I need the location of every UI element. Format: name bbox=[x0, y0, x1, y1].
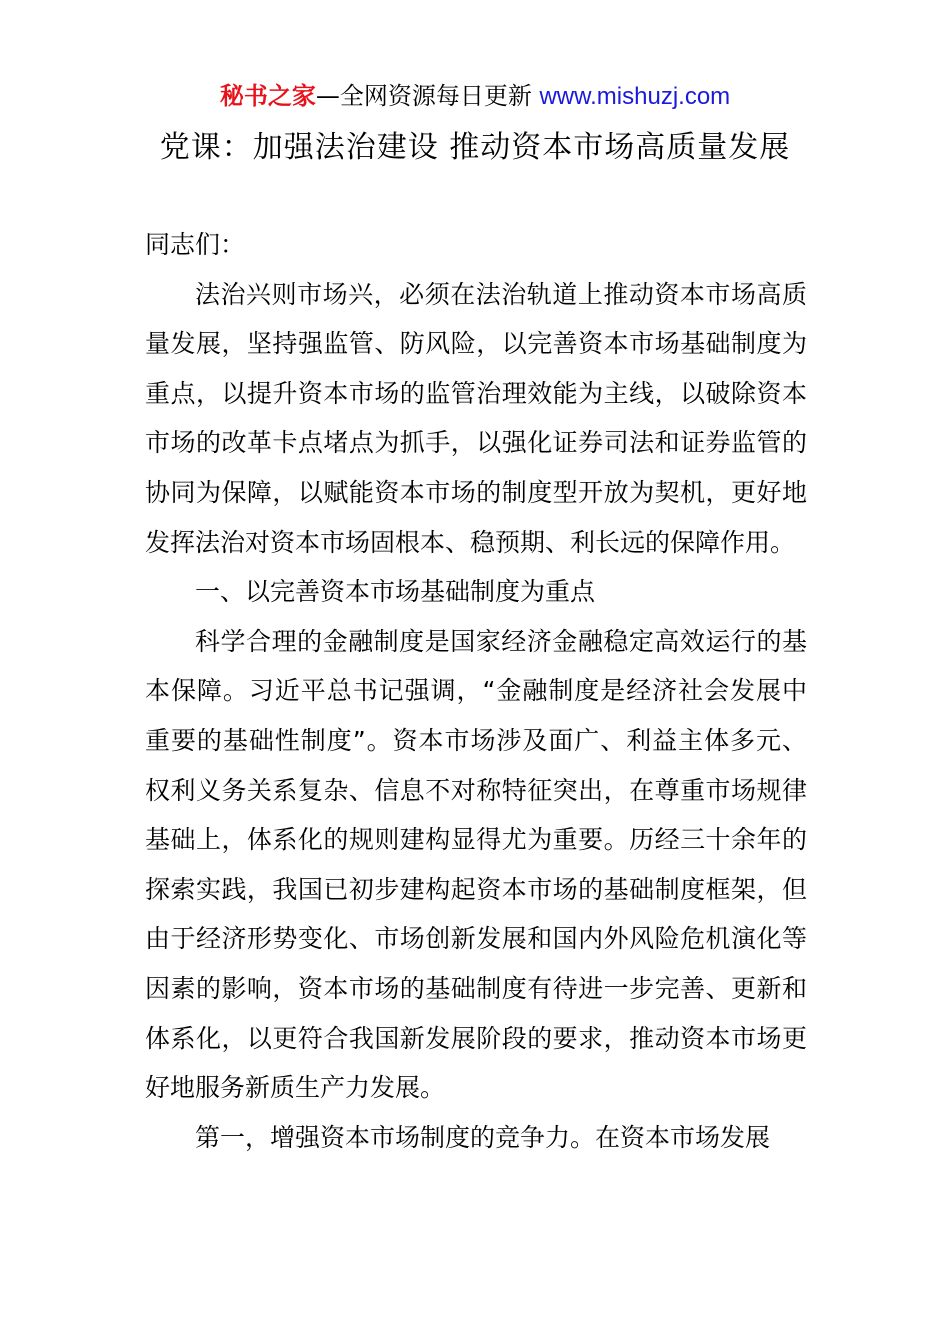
banner-slogan: —全网资源每日更新 bbox=[315, 82, 532, 110]
paragraph-intro: 法治兴则市场兴，必须在法治轨道上推动资本市场高质量发展，坚持强监管、防风险，以完善资本市场基础制度为重点，以提升资本市场的监管治理效能为主线，以破除资本市场的改革卡点堵点为抓手，以强化证券司法和证券监管的协同为保障，以赋能资本市场的制度型开放为契机，更好地发挥法治对资本市场固根本、稳预期、利长远的保障作用。 bbox=[145, 279, 807, 557]
salutation: 同志们： bbox=[145, 230, 246, 259]
site-banner bbox=[0, 80, 950, 113]
document-body bbox=[145, 220, 807, 1162]
site-url-link[interactable]: www.mishuzj.com bbox=[539, 83, 731, 110]
paragraph-section-1: 科学合理的金融制度是国家经济金融稳定高效运行的基本保障。习近平总书记强调，“金融制度是经济社会发展中重要的基础性制度”。资本市场涉及面广、利益主体多元、权利义务关系复杂、信息不对称特征突出，在尊重市场规律基础上，体系化的规则建构显得尤为重要。历经三十余年的探索实践，我国已初步建构起资本市场的基础制度框架，但由于经济形势变化、市场创新发展和国内外风险危机演化等因素的影响，资本市场的基础制度有待进一步完善、更新和体系化，以更符合我国新发展阶段的要求，推动资本市场更好地服务新质生产力发展。 bbox=[145, 626, 807, 1103]
brand-name: 秘书之家 bbox=[219, 82, 316, 110]
document-title: 党课：加强法治建设 推动资本市场高质量发展 bbox=[159, 130, 791, 165]
paragraph-point-1: 第一，增强资本市场制度的竞争力。在资本市场发展 bbox=[195, 1122, 771, 1152]
section-heading-1: 一、以完善资本市场基础制度为重点 bbox=[195, 577, 596, 607]
